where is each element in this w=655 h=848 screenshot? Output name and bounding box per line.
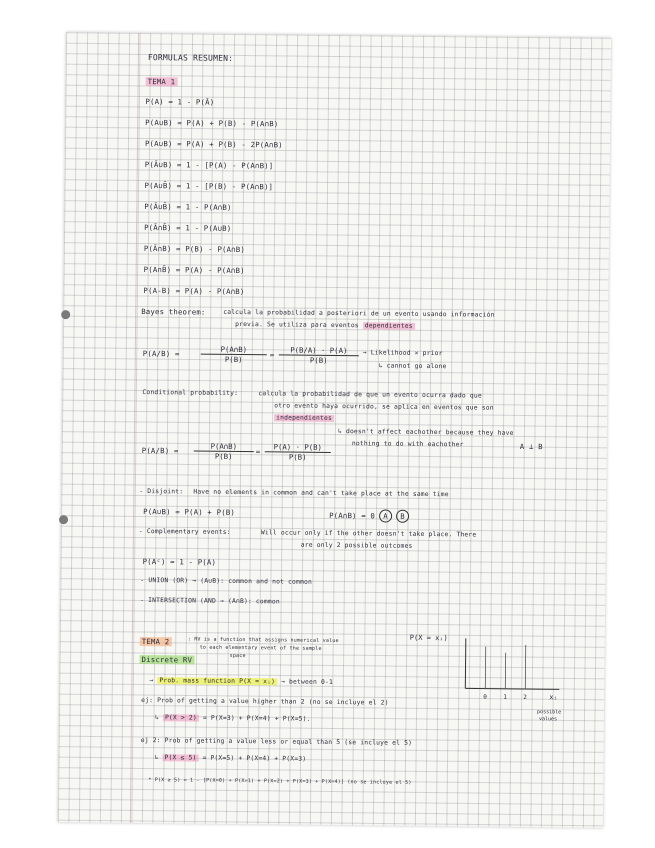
conditional-label: Conditional probability: [142,388,239,397]
rv-definition-3: space [229,652,246,660]
graph-note: values [538,716,558,723]
graph-tick: 0 [483,693,487,701]
example-1: ej: Prob of getting a value higher than 2 (no se incluye el 2) [141,696,389,707]
conditional-eq: = [255,447,261,457]
margin-line [130,33,139,823]
complementary-desc-2: are only 2 possible outcomes [300,541,413,550]
pmf-graph [389,626,570,728]
conditional-desc-1: calcula la probabilidad de que un evento ocurra dado que [258,390,482,400]
conditional-desc-3: independientes [276,414,333,422]
bayes-fraction-1: $\frac{P(A\cap B)}{P(B)}$ [201,345,267,365]
conditional-note-2: nothing to do with eachother [351,440,464,449]
graph-tick: 2 [523,693,527,702]
disjoint-formula-2: P(A∩B) = 0 A B [329,509,409,523]
bayes-label: Bayes theorem: [141,306,206,317]
tema1-label: TEMA 1 [147,77,176,87]
circle-b: B [396,510,409,523]
independence-symbol: A ⊥ B [519,441,543,452]
disjoint-desc: Have no elements in common and can't take place at the same time [193,488,449,499]
formula-3: P(A∪B) = P(A) + P(B) - 2P(A∩B) [144,139,283,150]
formula-1: P(A) = 1 - P(Ā) [145,97,215,107]
example-2-formula: ↳ P(X ≤ 5) = P(X=5) + P(X=4) + P(X=3) [154,754,307,763]
binder-hole [59,515,68,524]
complementary-formula: P(Aᶜ) = 1 - P(A) [142,556,217,567]
formula-6: P(Ā∪B̄) = 1 - P(A∩B) [144,201,232,212]
complementary-label: - Complementary events: [138,527,231,536]
binder-hole [61,310,70,319]
formula-8: P(Ā∩B) = P(B) - P(A∩B) [143,243,245,255]
formula-7: P(Ā∩B̄) = 1 - P(A∪B) [144,222,232,233]
formula-4: P(Ā∪B) = 1 - [P(A) - P(A∩B)] [144,159,274,171]
union-line: - UNION (OR) → (A∪B): common and not common [140,576,313,586]
graph-note: possible [537,709,562,716]
circle-a: A [379,509,392,522]
example-2: ej 2: Prob of getting a value less or equal than 5 (se incluye el 5) [140,736,413,747]
conditional-desc-2: otro evento haya ocurrido, se aplica en eventos que son [274,402,494,412]
intersection-line: - INTERSECTION (AND → (A∩B): common [140,596,280,606]
graph-ylabel: P(X = xᵢ) [409,633,448,643]
bayes-desc-2: previa. Se utiliza para eventos dependientes [235,320,413,330]
formula-5: P(A∪B̄) = 1 - [P(B) - P(A∩B)] [144,180,274,192]
disjoint-formula: P(A∪B) = P(A) + P(B) [143,507,236,517]
bayes-note-1: → Likelihood × prior [362,349,443,358]
formula-9: P(A∩B̄) = P(A) - P(A∩B) [143,264,245,276]
bayes-eq: = [269,350,275,360]
notebook-page [58,32,611,828]
conditional-fraction-2: $\frac{P(A) \cdot P(B)}{P(B)}$ [265,442,331,462]
page-title: FORMULAS RESUMEN: [147,53,234,63]
conditional-formula-lhs: P(A/B) = [141,445,179,456]
graph-tick: 1 [503,693,507,701]
rv-definition-2: to each elementary event of the sample [199,644,322,652]
example-3: * P(X ≥ 5) = 1 - [P(X=0) + P(X=1) + P(X=2) + P(X=3) + P(X=4)] (no se incluye el 5) [148,777,412,786]
bayes-desc-1: calcula la probabilidad a posteriori de un evento usando información [223,308,495,319]
pmf-line: → Prob. mass function P(X = xᵢ) → between 0-1 [149,677,334,686]
conditional-fraction-1: $\frac{P(A\cap B)}{P(B)}$ [194,442,254,462]
rv-definition-1: : RV is a function that assigns numerical value [187,636,339,645]
bayes-formula-lhs: P(A/B) = [142,348,180,359]
conditional-note-1: ↳ doesn't affect eachother because they have [337,428,514,437]
example-1-formula: ↳ P(X > 2) = P(X=3) + P(X=4) + P(X=5). [154,714,311,723]
bayes-fraction-2: $\frac{P(B/A) \cdot P(A)}{P(B)}$ [279,345,359,365]
formula-2: P(A∪B) = P(A) + P(B) - P(A∩B) [145,118,279,129]
disjoint-label: - Disjoint: [139,487,184,496]
bayes-note-2: ↳ cannot go alone [378,362,447,371]
graph-x-axis [465,688,559,689]
formula-10: P(A-B) = P(A) - P(A∩B) [143,285,245,297]
tema2-label: TEMA 2 [141,636,170,647]
graph-xlabel: xᵢ [549,693,558,702]
complementary-desc-1: Will occur only if the other doesn't take place. There [260,529,477,539]
graph-y-axis [465,638,466,688]
discrete-rv: Discrete RV [141,654,193,665]
